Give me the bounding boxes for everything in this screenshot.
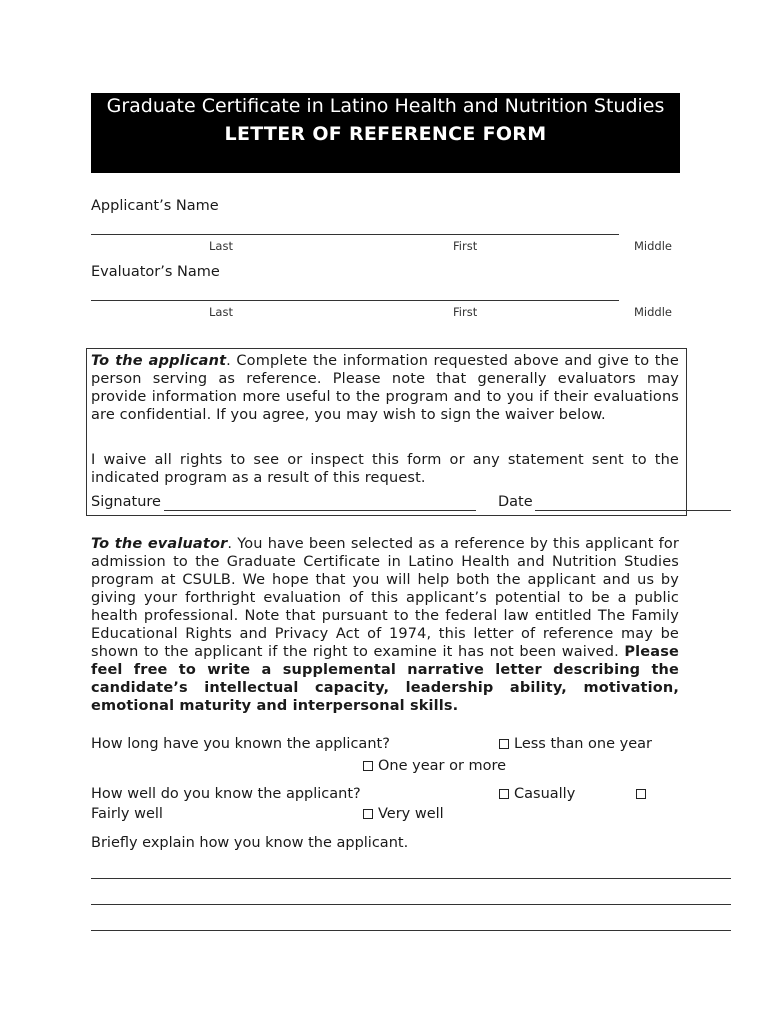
q-explain-label: Briefly explain how you know the applicant. — [91, 835, 409, 851]
applicant-instructions — [91, 352, 679, 424]
option-less-than-one-year-label: Less than one year — [514, 736, 652, 752]
applicant-first-label: First — [453, 239, 478, 253]
form-title: LETTER OF REFERENCE FORM — [224, 123, 547, 145]
q-how-well-label: How well do you know the applicant? — [91, 786, 361, 802]
applicant-instructions-text: . Complete the information requested above and give to the person serving as reference. Please note that generally evaluators may provide information more useful to the program and to you if their evaluations are confidential. If you agree, you may wish to sign the waiver below. — [91, 353, 679, 423]
q-how-long-label: How long have you known the applicant? — [91, 736, 390, 752]
date-line[interactable] — [535, 510, 731, 511]
option-less-than-one-year[interactable] — [499, 736, 652, 752]
signature-line[interactable] — [164, 510, 476, 511]
evaluator-middle-label: Middle — [634, 305, 672, 319]
supplemental-letter-note: Please feel free to write a supplemental narrative letter describing the candidate’s intellectual capacity, leadership ability, motivation, emotional maturity and interpersonal skills. — [91, 644, 679, 714]
evaluator-last-label: Last — [209, 305, 233, 319]
option-very-well[interactable] — [363, 806, 444, 822]
option-one-year-or-more[interactable] — [363, 758, 506, 774]
checkbox-icon[interactable] — [363, 809, 373, 819]
option-very-well-label: Very well — [378, 806, 444, 822]
option-fairly-well-checkbox[interactable] — [636, 786, 651, 802]
applicant-name-label: Applicant’s Name — [91, 198, 219, 214]
evaluator-name-label: Evaluator’s Name — [91, 264, 220, 280]
applicant-lead: To the applicant — [91, 353, 227, 369]
checkbox-icon[interactable] — [363, 761, 373, 771]
waiver-statement: I waive all rights to see or inspect this form or any statement sent to the indicated program as a result of this request. — [91, 452, 679, 486]
signature-label: Signature — [91, 494, 161, 510]
checkbox-icon[interactable] — [636, 789, 646, 799]
explain-line-3[interactable] — [91, 930, 731, 931]
checkbox-icon[interactable] — [499, 739, 509, 749]
form-header — [91, 93, 680, 173]
date-label: Date — [498, 494, 533, 510]
explain-line-1[interactable] — [91, 878, 731, 879]
checkbox-icon[interactable] — [499, 789, 509, 799]
evaluator-instructions — [91, 535, 679, 715]
evaluator-instructions-text: . You have been selected as a reference by this applicant for admission to the Graduate Certificate in Latino Health and Nutrition Studies program at CSULB. We hope that you will help both the applicant and us by giving your forthright evaluation of this applicant’s potential to be a public health professional. Note that pursuant to the federal law entitled The Family Educational Rights and Privacy Act of 1974, this letter of reference may be shown to the applicant if the right to examine it has not been waived. — [91, 536, 679, 660]
applicant-middle-label: Middle — [634, 239, 672, 253]
option-fairly-well-label: Fairly well — [91, 806, 163, 822]
program-title: Graduate Certificate in Latino Health and Nutrition Studies — [106, 95, 665, 117]
evaluator-first-label: First — [453, 305, 478, 319]
explain-line-2[interactable] — [91, 904, 731, 905]
evaluator-name-line[interactable] — [91, 300, 619, 301]
option-casually-label: Casually — [514, 786, 576, 802]
option-casually[interactable] — [499, 786, 575, 802]
option-one-year-or-more-label: One year or more — [378, 758, 507, 774]
applicant-name-line[interactable] — [91, 234, 619, 235]
evaluator-lead: To the evaluator — [91, 536, 228, 552]
applicant-last-label: Last — [209, 239, 233, 253]
